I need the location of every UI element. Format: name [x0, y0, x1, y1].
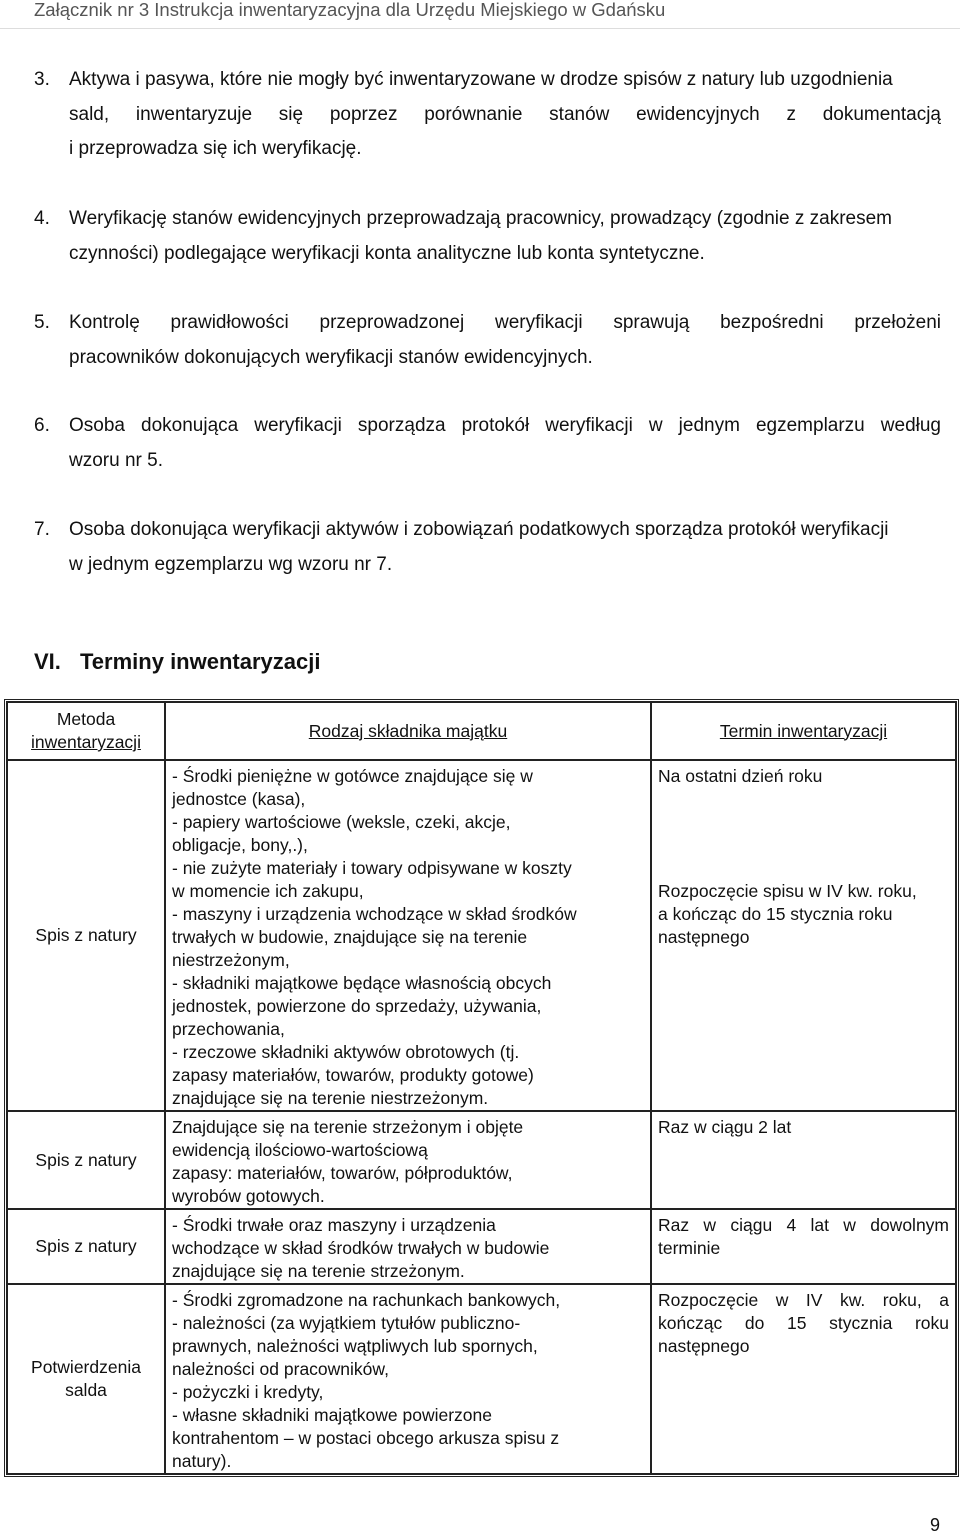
- paragraph-line: pracowników dokonujących weryfikacji stanów ewidencyjnych.: [69, 346, 593, 368]
- table-row: [7, 1111, 956, 1209]
- table-row: [7, 1209, 956, 1284]
- page-number: 9: [929, 1515, 940, 1535]
- term-cell: Raz w ciągu 4 lat w dowolnym terminie: [651, 1209, 956, 1284]
- header-rule: [0, 28, 960, 29]
- method-cell: Potwierdzenia salda: [7, 1284, 165, 1474]
- paragraph-line: Kontrolę prawidłowości przeprowadzonej weryfikacji sprawują bezpośredni przełożeni: [69, 312, 941, 333]
- header-method-line: inwentaryzacji: [31, 732, 141, 752]
- term-cell: Rozpoczęcie w IV kw. roku, a kończąc do 15 stycznia roku następnego: [651, 1284, 956, 1474]
- paragraph-line: czynności) podlegające weryfikacji konta analityczne lub konta syntetyczne.: [69, 242, 705, 264]
- table-header-row: [7, 702, 956, 760]
- header-method: [7, 702, 165, 760]
- paragraph-line: Osoba dokonująca weryfikacji aktywów i zobowiązań podatkowych sporządza protokół weryfikacji: [69, 519, 889, 540]
- header-method-line: Metoda: [56, 709, 116, 729]
- asset-type-cell: - Środki zgromadzone na rachunkach bankowych, - należności (za wyjątkiem tytułów publiczno- prawnych, należności wątpliwych lub spornych, należności od pracowników, - pożyczki i kredyty, - własne składniki majątkowe powierzone kontrahentom – w postaci obcego arkusza spisu z natury).: [165, 1284, 651, 1474]
- header-term: Termin inwentaryzacji: [651, 702, 956, 760]
- method-cell: Spis z natury: [7, 760, 165, 1111]
- paragraph-line: Weryfikację stanów ewidencyjnych przeprowadzają pracownicy, prowadzący (zgodnie z zakresem: [69, 208, 892, 229]
- method-cell: Spis z natury: [7, 1111, 165, 1209]
- paragraph-number: 6.: [34, 415, 50, 436]
- section-title-text: Terminy inwentaryzacji: [80, 649, 321, 674]
- term-cell: Raz w ciągu 2 lat: [651, 1111, 956, 1209]
- asset-type-cell: - Środki pieniężne w gotówce znajdujące się w jednostce (kasa), - papiery wartościowe (weksle, czeki, akcje, obligacje, bony,.), - nie zużyte materiały i towary odpisywane w koszty w momencie ich zakupu, - maszyny i urządzenia wchodzące w skład środków trwałych w budowie, znajdujące się na terenie niestrzeżonym, - składniki majątkowe będące własnością obcych jednostek, powierzone do sprzedaży, używania, przechowania, - rzeczowe składniki aktywów obrotowych (tj. zapasy materiałów, towarów, produkty gotowe) znajdujące się na terenie niestrzeżonym.: [165, 760, 651, 1111]
- paragraph-3: [34, 63, 941, 167]
- paragraph-7: [34, 513, 941, 582]
- inventory-schedule-table: [4, 699, 959, 1477]
- method-cell: Spis z natury: [7, 1209, 165, 1284]
- header-type: Rodzaj składnika majątku: [165, 702, 651, 760]
- table-row: [7, 760, 956, 1111]
- paragraph-line: Osoba dokonująca weryfikacji sporządza protokół weryfikacji w jednym egzemplarzu według: [69, 415, 941, 436]
- term-cell: Na ostatni dzień roku Rozpoczęcie spisu w IV kw. roku, a kończąc do 15 stycznia roku następnego: [651, 760, 956, 1111]
- paragraph-line: w jednym egzemplarzu wg wzoru nr 7.: [69, 553, 393, 575]
- paragraph-number: 5.: [34, 312, 50, 333]
- paragraph-number: 7.: [34, 519, 50, 540]
- paragraph-6: [34, 409, 941, 478]
- paragraph-4: [34, 202, 941, 271]
- paragraph-line: sald, inwentaryzuje się poprzez porównanie stanów ewidencyjnych z dokumentacją: [69, 103, 941, 125]
- asset-type-cell: Znajdujące się na terenie strzeżonym i objęte ewidencją ilościowo-wartościową zapasy: materiałów, towarów, półproduktów, wyrobów gotowych.: [165, 1111, 651, 1209]
- section-number: VI.: [34, 649, 61, 674]
- paragraph-line: i przeprowadza się ich weryfikację.: [69, 138, 362, 159]
- paragraph-number: 3.: [34, 69, 50, 90]
- page-header: Załącznik nr 3 Instrukcja inwentaryzacyjna dla Urzędu Miejskiego w Gdańsku: [34, 0, 666, 20]
- paragraph-5: [34, 306, 941, 375]
- table-row: [7, 1284, 956, 1474]
- section-title: [34, 648, 320, 676]
- asset-type-cell: - Środki trwałe oraz maszyny i urządzenia wchodzące w skład środków trwałych w budowie znajdujące się na terenie strzeżonym.: [165, 1209, 651, 1284]
- paragraph-number: 4.: [34, 208, 50, 229]
- paragraph-line: wzoru nr 5.: [69, 449, 163, 471]
- paragraph-line: Aktywa i pasywa, które nie mogły być inwentaryzowane w drodze spisów z natury lub uzgodnienia: [69, 69, 893, 90]
